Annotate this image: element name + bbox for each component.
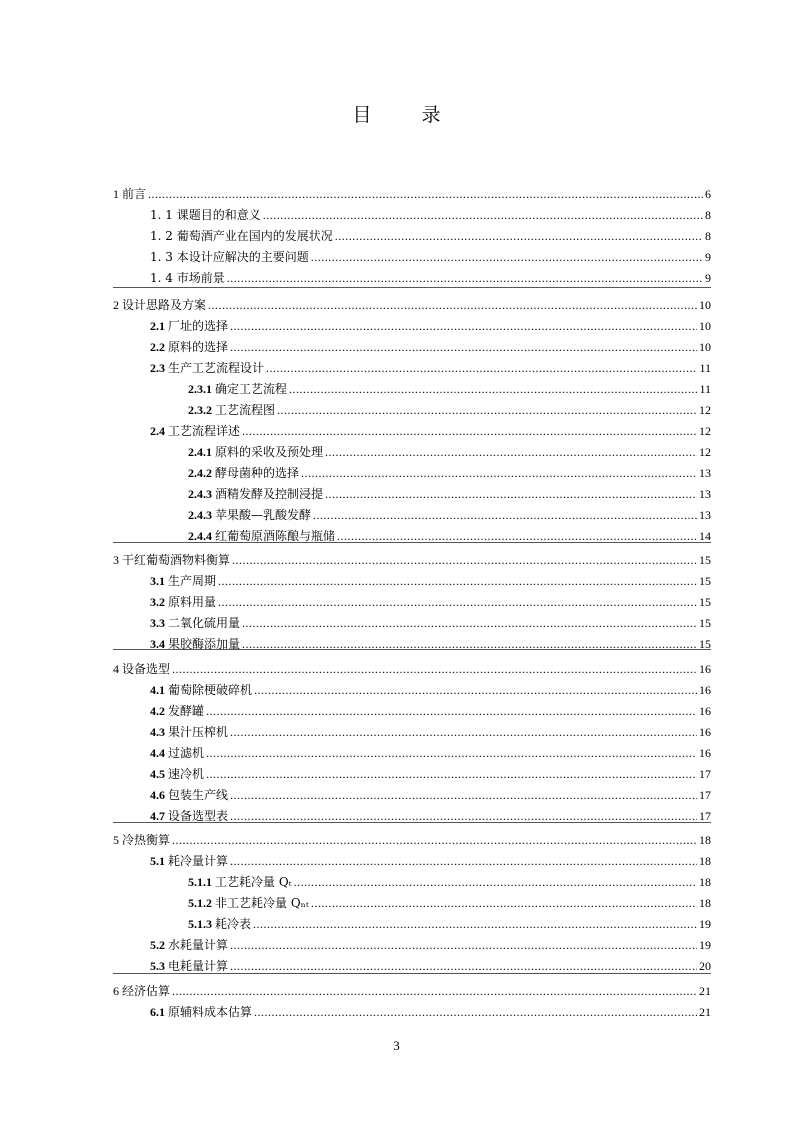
toc-entry-number: 5.3 — [150, 959, 165, 973]
toc-entry-page: 21 — [699, 1005, 711, 1019]
toc-entry-page: 16 — [699, 704, 711, 718]
toc-entry-title: 苹果酸—乳酸发酵 — [215, 508, 312, 522]
toc-entry[interactable] — [188, 528, 711, 544]
toc-entry-title: 原料用量 — [168, 595, 217, 609]
toc-entry-page: 16 — [699, 662, 711, 676]
dot-leader — [227, 270, 703, 286]
toc-entry-title: 1. 2 葡萄酒产业在国内的发展状况 — [150, 229, 333, 243]
toc-entry-page: 16 — [699, 683, 711, 697]
toc-entry-number: 2.4.2 — [188, 466, 212, 480]
toc-entry-page: 18 — [699, 854, 711, 868]
toc-entry-number: 4.1 — [150, 683, 165, 697]
toc-entry-number: 1 — [113, 187, 119, 201]
toc-entry-page: 21 — [699, 984, 711, 998]
dot-leader — [335, 228, 703, 244]
toc-entry-page: 18 — [699, 896, 711, 910]
toc-entry-page: 13 — [699, 508, 711, 522]
toc-entry-page: 18 — [699, 875, 711, 889]
toc-entry-title: 发酵罐 — [168, 704, 205, 718]
toc-entry[interactable] — [150, 1004, 711, 1020]
toc-entry-page: 6 — [705, 187, 711, 201]
dot-leader — [206, 766, 697, 782]
toc-entry-title: 过滤机 — [168, 746, 205, 760]
toc-entry[interactable] — [188, 916, 711, 932]
toc-entry-number: 5.1.2 — [188, 896, 212, 910]
toc-entry-number: 4.4 — [150, 746, 165, 760]
toc-entry[interactable] — [188, 465, 711, 481]
dot-leader — [230, 937, 697, 953]
toc-entry[interactable] — [150, 958, 711, 974]
toc-entry[interactable] — [113, 832, 711, 848]
toc-entry-title: 酵母菌种的选择 — [215, 466, 300, 480]
toc-entry-number: 5.1 — [150, 854, 165, 868]
toc-entry-page: 17 — [699, 788, 711, 802]
toc-entry-page: 8 — [705, 208, 711, 222]
toc-entry-title: 耗冷量计算 — [168, 854, 229, 868]
toc-entry-number: 4 — [113, 662, 119, 676]
dot-leader — [148, 186, 703, 202]
toc-entry-title: 果胶酶添加量 — [168, 637, 241, 651]
toc-entry-page: 11 — [699, 382, 711, 396]
dot-leader — [242, 636, 697, 652]
dot-leader — [301, 465, 697, 481]
toc-entry-number: 2.4 — [150, 424, 165, 438]
toc-entry-number: 5.1.3 — [188, 917, 212, 931]
dot-leader — [325, 444, 697, 460]
toc-entry-title: 二氧化硫用量 — [168, 616, 241, 630]
toc-entry-title: 耗冷表 — [215, 917, 252, 931]
toc-entry[interactable] — [188, 895, 711, 911]
toc-entry-title: 1. 1 课题目的和意义 — [150, 208, 261, 222]
toc-entry-title: 工艺耗冷量 Qₜ — [215, 875, 292, 889]
toc-entry-title: 原料的采收及预处理 — [215, 445, 324, 459]
dot-leader — [337, 528, 697, 544]
toc-entry-page: 10 — [699, 340, 711, 354]
toc-entry-number: 2.1 — [150, 319, 165, 333]
dot-leader — [206, 703, 697, 719]
toc-entry-number: 2.2 — [150, 340, 165, 354]
toc-entry-page: 15 — [699, 595, 711, 609]
toc-entry-number: 6 — [113, 984, 119, 998]
toc-entry-page: 17 — [699, 767, 711, 781]
toc-entry-page: 19 — [699, 917, 711, 931]
dot-leader — [289, 381, 697, 397]
toc-entry[interactable] — [113, 186, 711, 202]
toc-entry-number: 3.1 — [150, 574, 165, 588]
toc-entry-page: 17 — [699, 809, 711, 823]
toc-entry[interactable] — [150, 270, 711, 286]
toc-entry-page: 8 — [705, 229, 711, 243]
toc-entry-title: 厂址的选择 — [168, 319, 229, 333]
toc-entry-page: 12 — [699, 403, 711, 417]
toc-entry-title: 原料的选择 — [168, 340, 229, 354]
toc-entry[interactable] — [150, 360, 711, 376]
toc-entry-page: 16 — [699, 725, 711, 739]
toc-entry[interactable] — [150, 249, 711, 265]
toc-entry-title: 工艺流程图 — [215, 403, 276, 417]
toc-entry-page: 14 — [699, 529, 711, 543]
toc-entry[interactable] — [150, 228, 711, 244]
dot-leader — [254, 682, 697, 698]
toc-entry-title: 确定工艺流程 — [215, 382, 288, 396]
dot-leader — [266, 360, 697, 376]
toc-entry-number: 4.5 — [150, 767, 165, 781]
toc-entry-number: 4.3 — [150, 725, 165, 739]
toc-entry-page: 20 — [699, 959, 711, 973]
toc-entry[interactable] — [113, 552, 711, 568]
toc-entry-title: 设备选型 — [122, 662, 171, 676]
dot-leader — [313, 507, 697, 523]
toc-entry-title: 速冷机 — [168, 767, 205, 781]
toc-entry[interactable] — [150, 615, 711, 631]
toc-entry-number: 2 — [113, 298, 119, 312]
dot-leader — [311, 895, 697, 911]
dot-leader — [206, 745, 697, 761]
toc-entry-title: 葡萄除梗破碎机 — [168, 683, 253, 697]
dot-leader — [208, 297, 697, 313]
toc-entry-page: 9 — [705, 271, 711, 285]
toc-entry[interactable] — [113, 297, 711, 313]
toc-entry[interactable] — [113, 661, 711, 677]
toc-entry-number: 2.3.1 — [188, 382, 212, 396]
toc-entry-page: 19 — [699, 938, 711, 952]
page-number: 3 — [393, 1038, 400, 1053]
toc-entry-title: 经济估算 — [122, 984, 171, 998]
toc-entry-page: 15 — [699, 574, 711, 588]
toc-entry-title: 包装生产线 — [168, 788, 229, 802]
toc-entry-title: 工艺流程详述 — [168, 424, 241, 438]
dot-leader — [325, 486, 697, 502]
toc-entry-title: 酒精发酵及控制浸提 — [215, 487, 324, 501]
dot-leader — [230, 853, 697, 869]
toc-entry-number: 2.4.3 — [188, 487, 212, 501]
toc-entry[interactable] — [150, 745, 711, 761]
toc-entry-title: 水耗量计算 — [168, 938, 229, 952]
dot-leader — [294, 874, 697, 890]
toc-entry-number: 6.1 — [150, 1005, 165, 1019]
toc-entry-title: 红葡萄原酒陈酿与瓶储 — [215, 529, 336, 543]
toc-entry-number: 3 — [113, 553, 119, 567]
toc-entry-number: 4.2 — [150, 704, 165, 718]
toc-entry-number: 2.3 — [150, 361, 165, 375]
dot-leader — [230, 808, 697, 824]
toc-entry-number: 2.3.2 — [188, 403, 212, 417]
dot-leader — [263, 207, 703, 223]
toc-entry[interactable] — [113, 983, 711, 999]
dot-leader — [277, 402, 697, 418]
toc-entry-page: 13 — [699, 487, 711, 501]
toc-entry-page: 10 — [699, 319, 711, 333]
toc-title: 目 录 — [352, 104, 463, 126]
toc-entry-title: 设备选型表 — [168, 809, 229, 823]
toc-entry-number: 5.1.1 — [188, 875, 212, 889]
toc-entry-title: 冷热衡算 — [122, 833, 171, 847]
toc-entry-title: 原辅料成本估算 — [168, 1005, 253, 1019]
dot-leader — [232, 552, 697, 568]
dot-leader — [242, 423, 697, 439]
dot-leader — [172, 983, 697, 999]
toc-entry[interactable] — [150, 703, 711, 719]
toc-entry-number: 2.4.1 — [188, 445, 212, 459]
toc-entry[interactable] — [150, 636, 711, 652]
toc-entry[interactable] — [150, 318, 711, 334]
dot-leader — [253, 916, 697, 932]
toc-entry[interactable] — [150, 808, 711, 824]
toc-entry-title: 非工艺耗冷量 Qₙₜ — [215, 896, 309, 910]
dot-leader — [218, 594, 697, 610]
dot-leader — [254, 1004, 697, 1020]
dot-leader — [230, 724, 697, 740]
toc-entry-title: 1. 3 本设计应解决的主要问题 — [150, 250, 309, 264]
toc-entry[interactable] — [150, 594, 711, 610]
toc-entry[interactable] — [150, 853, 711, 869]
dot-leader — [230, 958, 697, 974]
toc-entry-number: 4.6 — [150, 788, 165, 802]
toc-entry-title: 干红葡萄酒物料衡算 — [122, 553, 231, 567]
dot-leader — [230, 339, 697, 355]
toc-entry[interactable] — [188, 444, 711, 460]
toc-entry[interactable] — [188, 874, 711, 890]
dot-leader — [230, 787, 697, 803]
toc-entry-number: 2.4.4 — [188, 529, 212, 543]
toc-entry-title: 生产工艺流程设计 — [168, 361, 265, 375]
toc-entry-number: 4.7 — [150, 809, 165, 823]
toc-entry-page: 16 — [699, 746, 711, 760]
toc-entry-number: 5 — [113, 833, 119, 847]
toc-entry-page: 12 — [699, 424, 711, 438]
toc-entry-page: 11 — [699, 361, 711, 375]
toc-entry-number: 3.2 — [150, 595, 165, 609]
dot-leader — [311, 249, 703, 265]
toc-entry[interactable] — [150, 682, 711, 698]
toc-entry-number: 3.3 — [150, 616, 165, 630]
section-divider — [113, 287, 711, 288]
toc-entry-title: 设计思路及方案 — [122, 298, 207, 312]
toc-entry-page: 10 — [699, 298, 711, 312]
toc-entry[interactable] — [150, 724, 711, 740]
dot-leader — [230, 318, 697, 334]
dot-leader — [172, 661, 697, 677]
toc-entry-number: 3.4 — [150, 637, 165, 651]
toc-entry-title: 前言 — [122, 187, 147, 201]
toc-entry[interactable] — [188, 507, 711, 523]
toc-entry[interactable] — [150, 423, 711, 439]
toc-entry-title: 果汁压榨机 — [168, 725, 229, 739]
toc-entry[interactable] — [188, 402, 711, 418]
toc-entry-number: 2.4.3 — [188, 508, 212, 522]
toc-entry-title: 生产周期 — [168, 574, 217, 588]
toc-entry[interactable] — [188, 486, 711, 502]
toc-entry[interactable] — [150, 339, 711, 355]
toc-entry-number: 5.2 — [150, 938, 165, 952]
toc-entry[interactable] — [150, 766, 711, 782]
toc-entry-page: 15 — [699, 616, 711, 630]
toc-entry-page: 15 — [699, 637, 711, 651]
dot-leader — [242, 615, 697, 631]
toc-entry[interactable] — [188, 381, 711, 397]
toc-entry[interactable] — [150, 787, 711, 803]
dot-leader — [172, 832, 697, 848]
toc-entry-title: 1. 4 市场前景 — [150, 271, 225, 285]
toc-entry-page: 18 — [699, 833, 711, 847]
dot-leader — [218, 573, 697, 589]
toc-entry[interactable] — [150, 937, 711, 953]
toc-entry-page: 12 — [699, 445, 711, 459]
toc-entry[interactable] — [150, 207, 711, 223]
toc-entry-page: 13 — [699, 466, 711, 480]
toc-entry[interactable] — [150, 573, 711, 589]
toc-entry-page: 15 — [699, 553, 711, 567]
toc-entry-page: 9 — [705, 250, 711, 264]
toc-entry-title: 电耗量计算 — [168, 959, 229, 973]
